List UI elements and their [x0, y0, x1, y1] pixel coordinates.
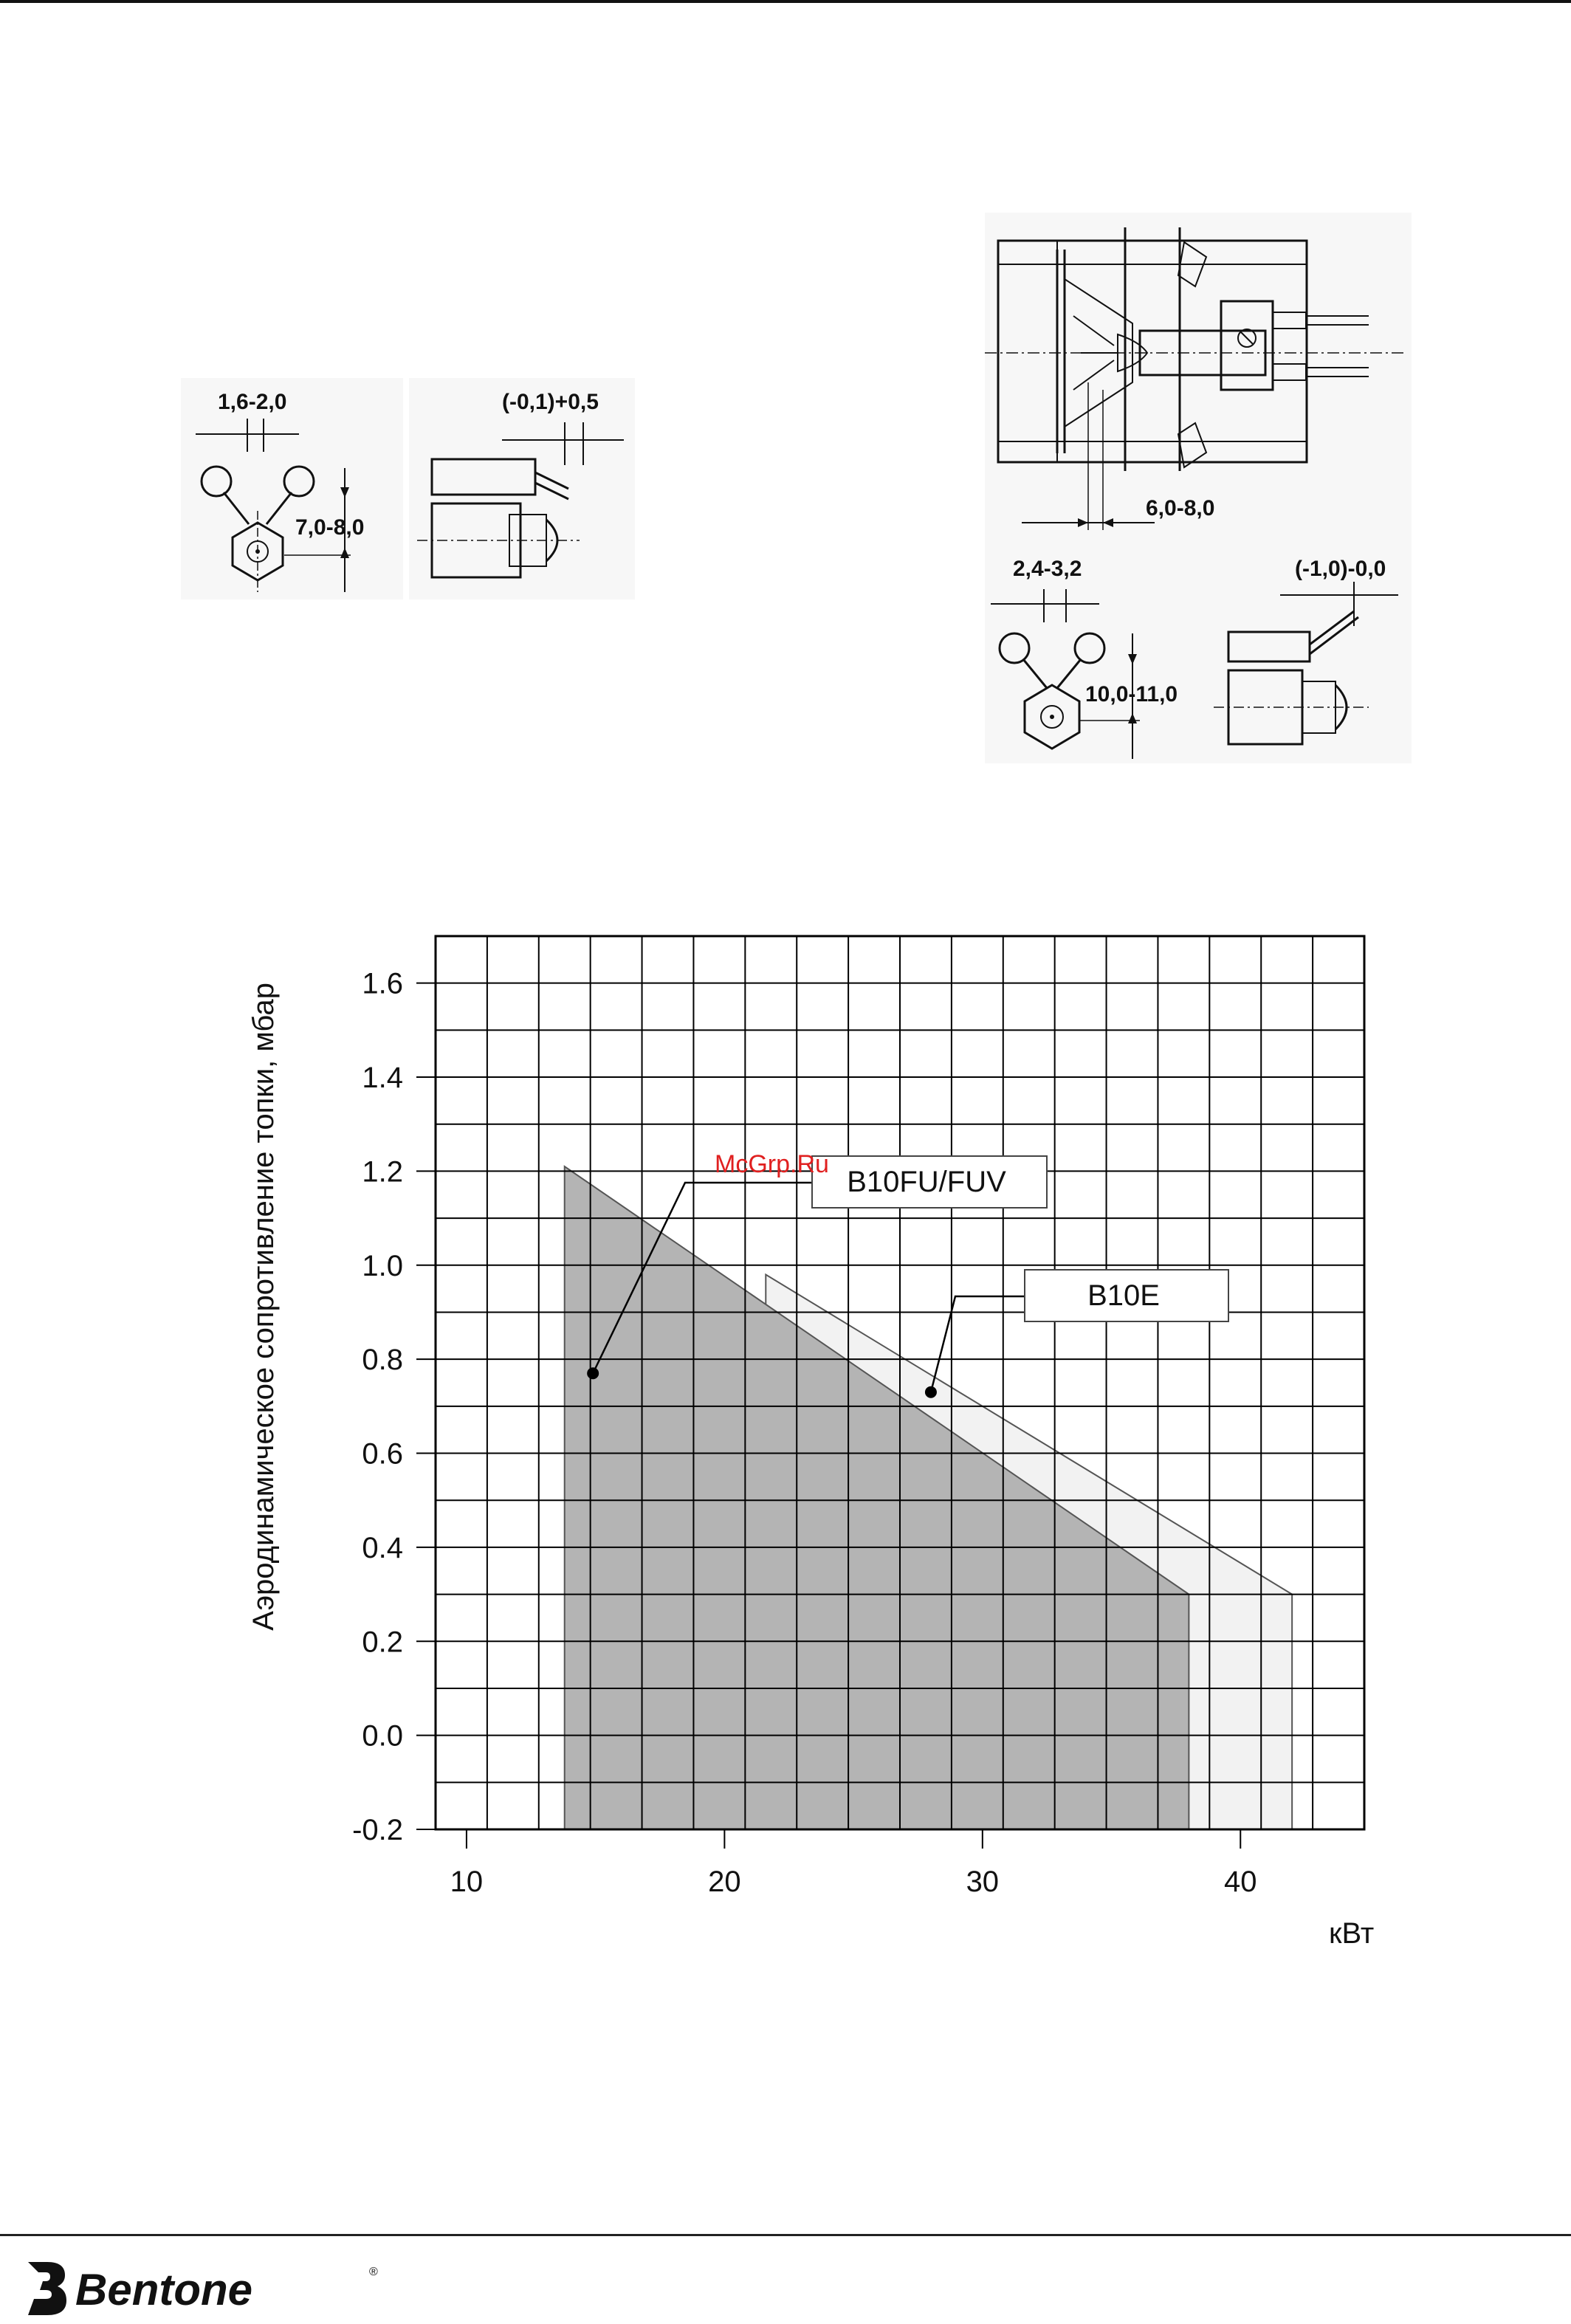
footer-rule [0, 2234, 1571, 2236]
x-tick-label: 30 [966, 1866, 1000, 1898]
dim-depth-label: 6,0-8,0 [1146, 496, 1215, 520]
y-tick-label: 1.6 [362, 967, 403, 1000]
brand-name: Bentone [75, 2265, 252, 2314]
x-axis-label: кВт [1329, 1917, 1375, 1950]
dim-gap-label: 1,6-2,0 [218, 390, 287, 414]
dim-offset-label: (-0,1)+0,5 [502, 390, 599, 414]
y-tick-label: 0.8 [362, 1344, 403, 1377]
registered-mark: ® [369, 2266, 378, 2278]
dim-height-label-right: 10,0-11,0 [1085, 682, 1178, 707]
x-tick-label: 10 [450, 1866, 484, 1898]
dim-offset-label-right: (-1,0)-0,0 [1295, 557, 1386, 581]
bentone-mark-icon [28, 2262, 66, 2315]
y-tick-label: 1.2 [362, 1155, 403, 1189]
dim-height-label: 7,0-8,0 [295, 515, 365, 540]
annotation-label: B10E [1087, 1279, 1160, 1312]
y-tick-label: -0.2 [352, 1814, 403, 1846]
y-tick-label: 0.0 [362, 1719, 403, 1753]
y-tick-label: 0.2 [362, 1626, 403, 1659]
x-tick-label: 40 [1224, 1866, 1257, 1898]
dim-gap-label-right: 2,4-3,2 [1013, 557, 1082, 581]
y-tick-label: 1.4 [362, 1062, 403, 1095]
annotation-point [925, 1386, 937, 1398]
y-axis-label: Аэродинамическое сопротивление топки, мбар [247, 983, 280, 1631]
annotation-point [587, 1367, 599, 1379]
y-tick-label: 1.0 [362, 1249, 403, 1282]
x-tick-label: 20 [708, 1866, 741, 1898]
bentone-logo [22, 2255, 406, 2318]
y-tick-label: 0.6 [362, 1437, 403, 1471]
watermark: McGrp.Ru [715, 1150, 829, 1178]
annotation-label: B10FU/FUV [847, 1166, 1006, 1198]
y-tick-label: 0.4 [362, 1531, 403, 1564]
